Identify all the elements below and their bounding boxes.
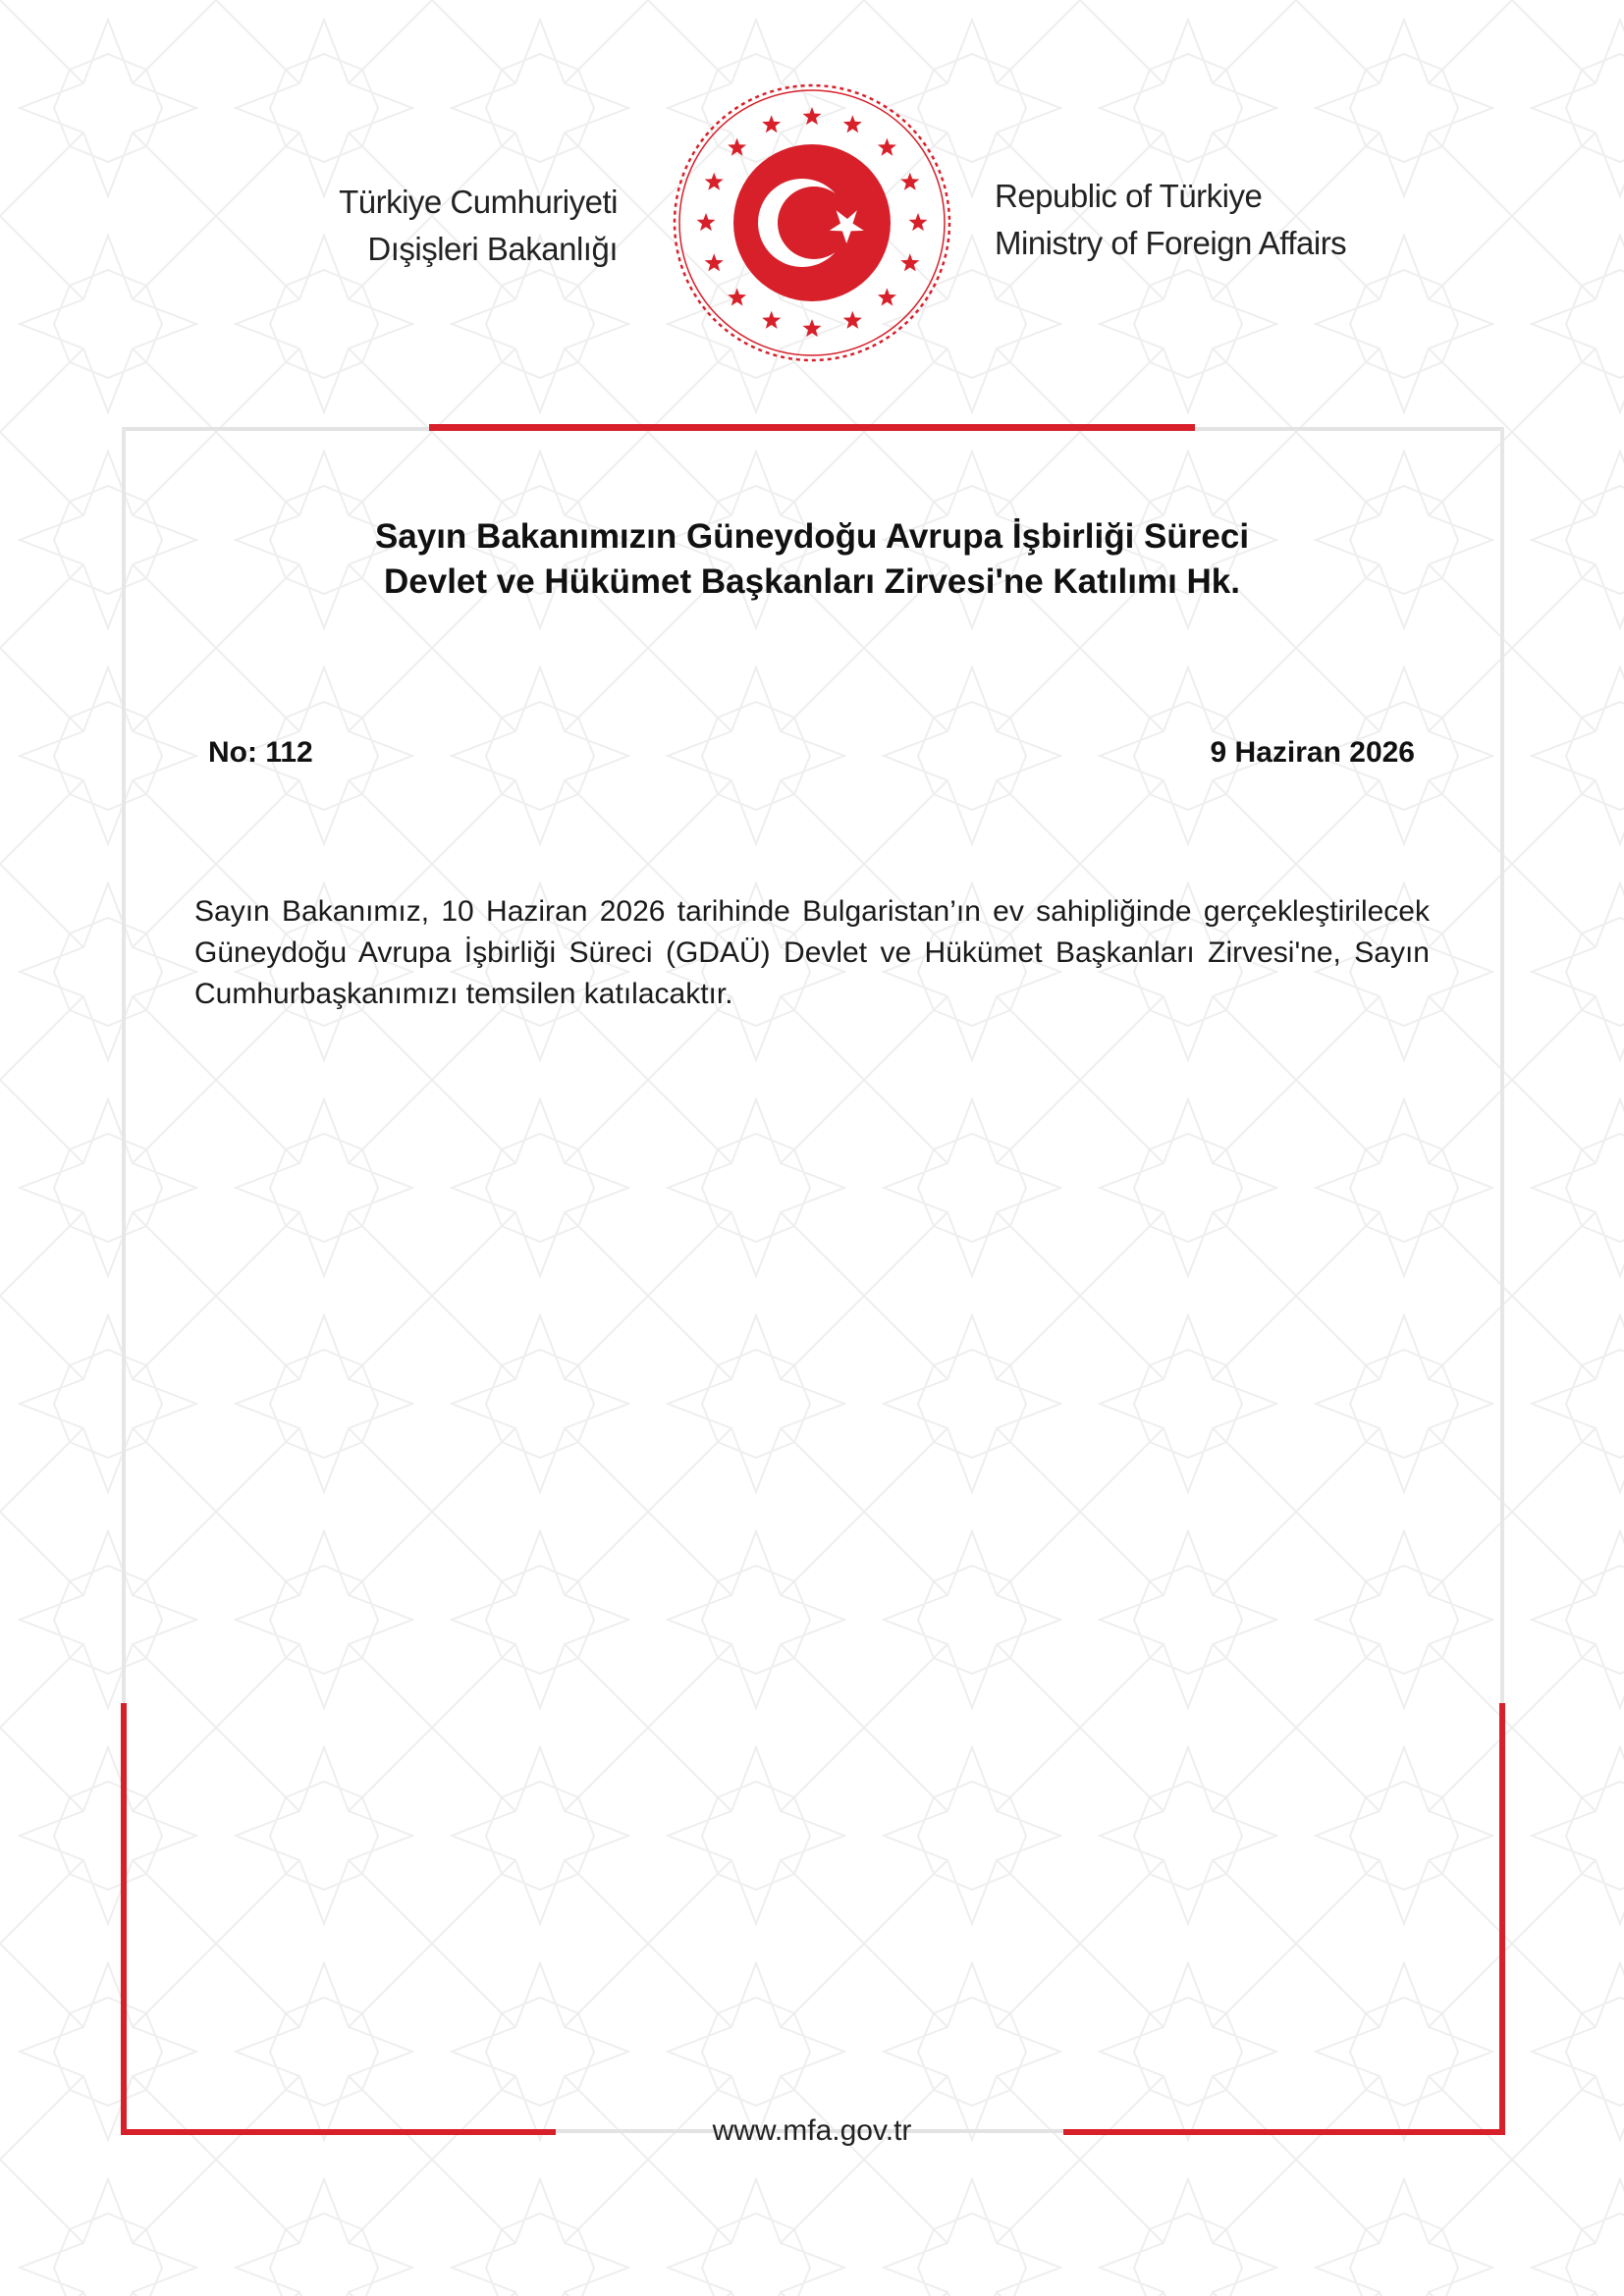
- emblem-star-icon: [728, 288, 746, 305]
- frame-left-grey-line: [122, 427, 126, 1703]
- emblem-star-icon: [878, 288, 896, 305]
- document-title-line2: Devlet ve Hükümet Başkanları Zirvesi'ne Katılımı Hk.: [383, 562, 1240, 601]
- emblem-star-icon: [878, 138, 896, 156]
- emblem-star-icon: [728, 138, 746, 156]
- document-date: 9 Haziran 2026: [1210, 736, 1415, 769]
- document-body: Sayın Bakanımız, 10 Haziran 2026 tarihinde Bulgaristan’ın ev sahipliğinde gerçekleştirilecek Güneydoğu Avrupa İşbirliği Süreci (GDAÜ) Devlet ve Hükümet Başkanları Zirvesi'ne, Sayın Cumhurbaşkanımızı temsilen katılacaktır.: [194, 895, 1430, 1010]
- emblem-star-icon: [697, 213, 716, 231]
- emblem-star-icon: [762, 311, 781, 329]
- document-title: [196, 514, 1428, 605]
- emblem-star-icon: [900, 253, 919, 271]
- header-right-line2: Ministry of Foreign Affairs: [995, 225, 1347, 261]
- emblem-star-icon: [705, 253, 724, 271]
- footer-website-link[interactable]: www.mfa.gov.tr: [712, 2114, 912, 2147]
- frame-left-red-line: [121, 1703, 127, 2135]
- document-number: No: 112: [208, 736, 313, 769]
- frame-right-grey-line: [1500, 427, 1504, 1703]
- emblem-star-icon: [762, 115, 781, 133]
- emblem-star-icon: [909, 213, 928, 231]
- emblem-star-icon: [803, 107, 822, 125]
- emblem-star-icon: [843, 311, 862, 329]
- header-right-line1: Republic of Türkiye: [995, 178, 1263, 214]
- header-left-line1: Türkiye Cumhuriyeti: [339, 184, 618, 220]
- header-left-line2: Dışişleri Bakanlığı: [367, 231, 618, 267]
- ministry-emblem-icon: [670, 80, 954, 365]
- document-title-line1: Sayın Bakanımızın Güneydoğu Avrupa İşbirliği Süreci: [374, 517, 1250, 556]
- emblem-star-icon: [843, 115, 862, 133]
- header-ministry-name-tr: [339, 179, 618, 273]
- frame-right-red-line: [1499, 1703, 1505, 2135]
- emblem-star-icon: [900, 173, 919, 190]
- emblem-star-icon: [705, 173, 724, 190]
- frame-top-red-line: [429, 424, 1195, 431]
- emblem-star-icon: [803, 319, 822, 337]
- header-ministry-name-en: [995, 173, 1346, 267]
